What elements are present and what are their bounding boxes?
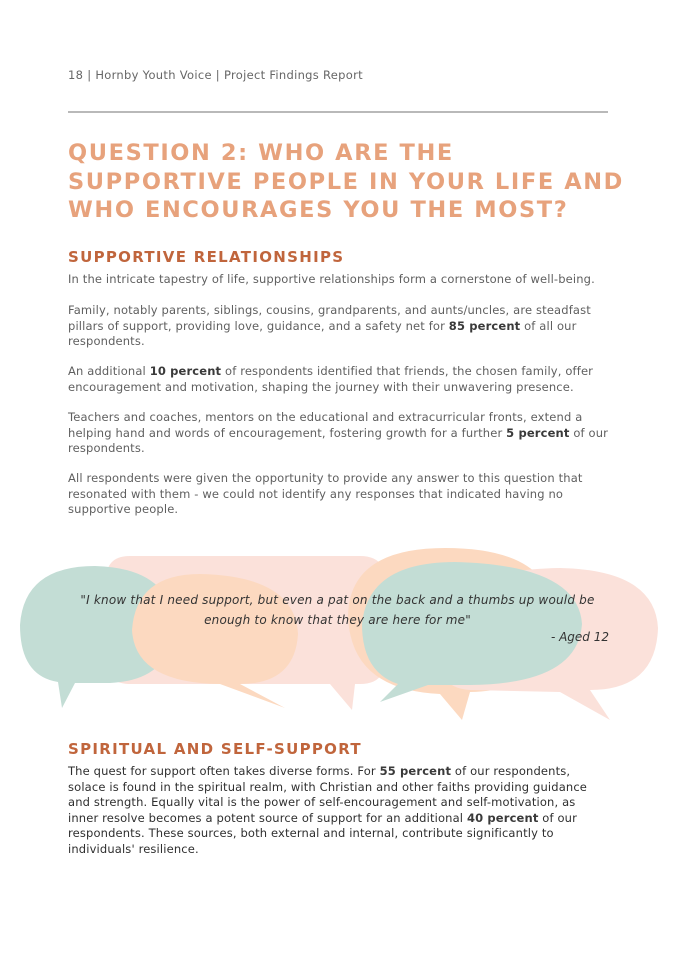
teachers-percent: 5 percent <box>506 425 570 440</box>
paragraph-teachers <box>68 410 613 457</box>
quote-attribution: - Aged 12 <box>550 630 609 644</box>
spiritual-percent-b: 40 percent <box>466 810 539 825</box>
paragraph-family <box>68 303 613 350</box>
friends-text: of respondents identified that friends, the chosen family, offer encouragement and motivation, shaping the journey with their unwavering presence. <box>68 364 594 394</box>
friends-percent: 10 percent <box>149 364 222 378</box>
paragraph-intro: In the intricate tapestry of life, supportive relationships form a cornerstone of well-being. <box>68 272 595 286</box>
running-header: 18 | Hornby Youth Voice | Project Findings Report <box>68 68 363 82</box>
family-tail: of all our respondents. <box>68 318 577 348</box>
question-title: QUESTION 2: WHO ARE THE SUPPORTIVE PEOPLE IN YOUR LIFE AND WHO ENCOURAGES YOU THE MOST? <box>68 140 624 223</box>
header-divider <box>68 111 608 113</box>
family-text: Family, notably parents, siblings, cousins, grandparents, and aunts/uncles, are steadfast pillars of support, providing love, guidance, and a safety net for <box>68 303 591 333</box>
section-heading-supportive: SUPPORTIVE RELATIONSHIPS <box>68 248 345 266</box>
spiritual-text-b: of our respondents, solace is found in the spiritual realm, with Christian and other faiths providing guidance and strength. Equally vital is the power of self-encouragement and self-motivation, as inner resolve becomes a potent source of support for an additional <box>68 764 588 825</box>
spiritual-percent-a: 55 percent <box>379 764 452 778</box>
paragraph-all-respondents: All respondents were given the opportunity to provide any answer to this question that resonated with them - we could not identify any responses that indicated having no supportive people. <box>68 471 583 516</box>
spiritual-text-a: The quest for support often takes diverse forms. For <box>68 764 380 778</box>
family-percent: 85 percent <box>448 318 521 333</box>
section-heading-spiritual: SPIRITUAL AND SELF-SUPPORT <box>68 740 362 758</box>
spiritual-text-c: of our respondents. These sources, both external and internal, contribute significantly to individuals' resilience. <box>68 810 577 856</box>
paragraph-spiritual <box>68 764 598 857</box>
quote-text: "I know that I need support, but even a pat on the back and a thumbs up would be enough to know that they are here for me" <box>80 593 595 627</box>
friends-lead: An additional <box>68 364 150 378</box>
teachers-tail: of our respondents. <box>68 425 609 455</box>
teachers-text: Teachers and coaches, mentors on the educational and extracurricular fronts, extend a helping hand and words of encouragement, fostering growth for a further <box>68 410 583 440</box>
paragraph-friends <box>68 364 613 395</box>
